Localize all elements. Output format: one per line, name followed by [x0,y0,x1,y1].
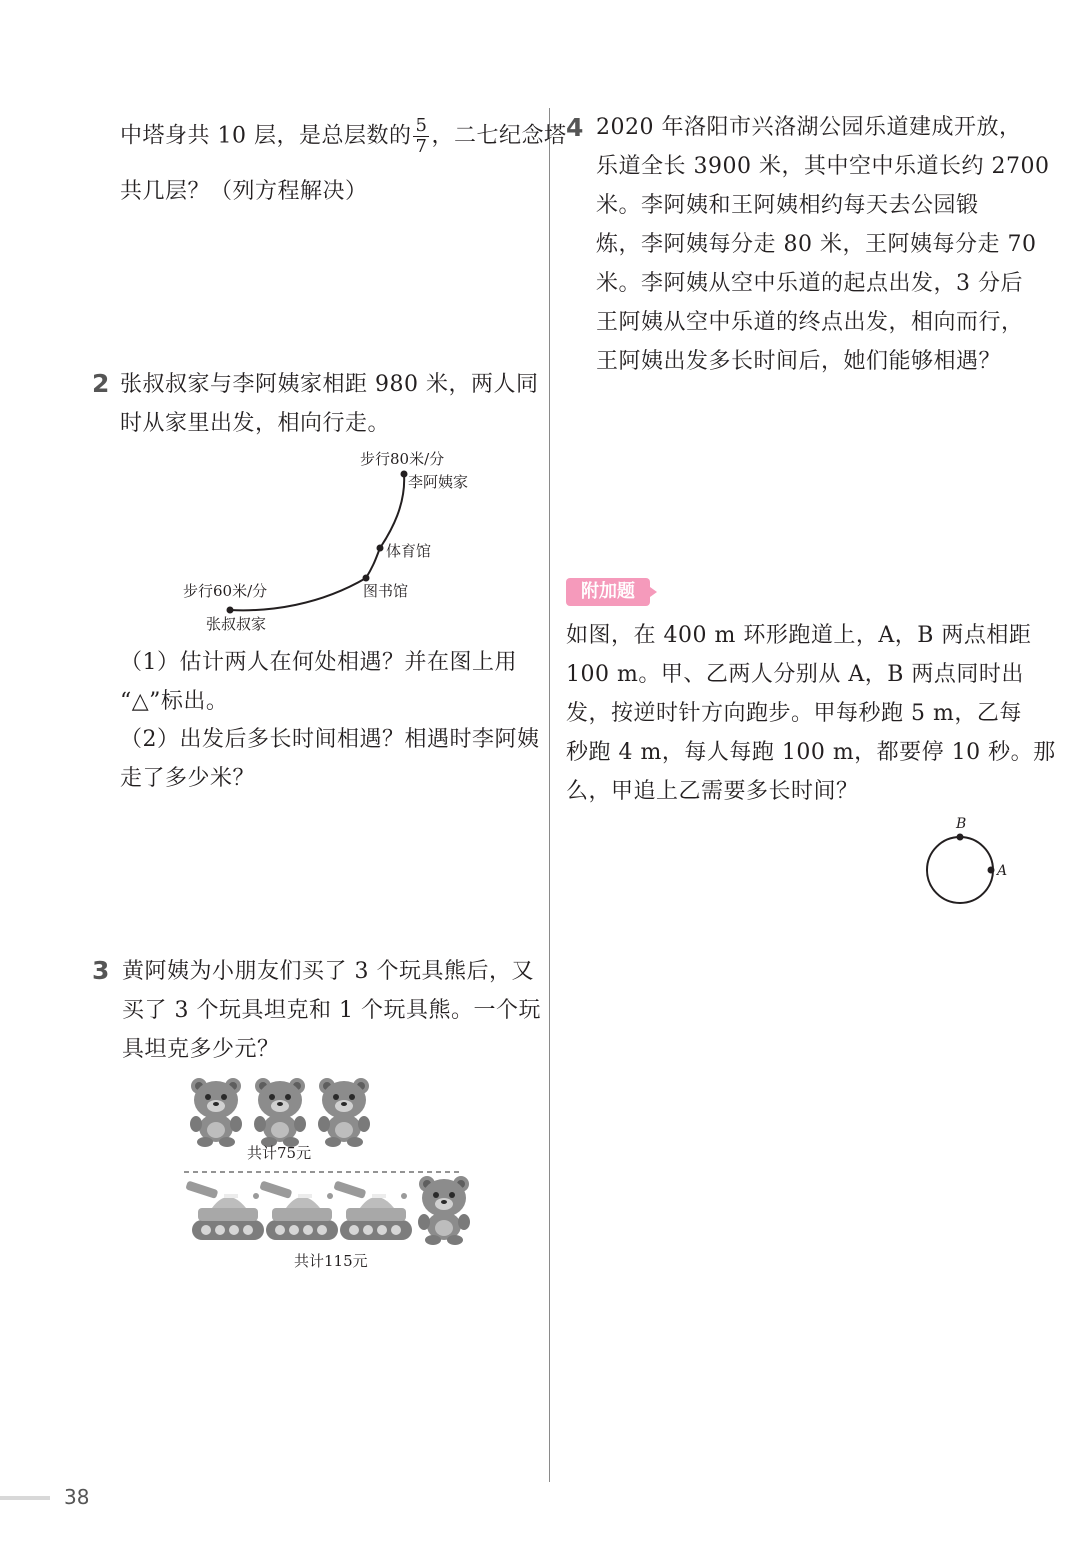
bonus-tag: 附加题 [566,578,650,606]
q2-sub1: （1）估计两人在何处相遇？并在图上用 “△”标出。 [120,650,517,714]
total-75-label: 共计75元 [247,1144,312,1162]
total-115-label: 共计115元 [294,1252,368,1270]
question-number-3: 3 [92,956,110,985]
page-marker-bar [0,1496,50,1500]
page-number: 38 [64,1485,90,1509]
q4-text: 2020 年洛阳市兴洛湖公园乐道建成开放， 乐道全长 3900 米，其中空中乐道长约 2700 米。李阿姨和王阿姨相约每天去公园锻 炼，李阿姨每分走 80 米，王阿姨每分走 70 米。李阿姨从空中乐道的起点出发，3 分后 王阿姨从空中乐道的终点出发，相向而行， 王阿姨出发多长时间后，她们能够相遇？ [596,115,1050,374]
q2-text: 张叔叔家与李阿姨家相距 980 米，两人同 时从家里出发，相向行走。 [120,372,539,436]
q1-line2: 共几层？（列方程解决） [120,179,368,204]
fraction: $\frac{5}{7}$ [415,115,428,157]
track-circle [927,837,993,903]
question-number-2: 2 [92,369,110,398]
speed-top-label: 步行80米/分 [360,450,445,468]
zhang-home-label: 张叔叔家 [206,615,267,633]
bear-toy-icon [318,1078,370,1147]
point-a-dot [988,867,995,874]
speed-left-label: 步行60米/分 [183,582,268,600]
bonus-text: 如图，在 400 m 环形跑道上，A，B 两点相距 100 m。甲、乙两人分别从 A，B 两点同时出 发，按逆时针方向跑步。甲每秒跑 5 m，乙每 秒跑 4 m，每人每跑 100 m，都要停 10 秒。那 么，甲追上乙需要多长时间？ [566,623,1056,804]
circular-track [915,812,1015,912]
zhang-home-dot [227,607,234,614]
point-b-dot [957,834,964,841]
library-dot [363,575,370,582]
bear-toy-icon [190,1078,242,1147]
question-number-4: 4 [566,113,584,142]
q3-text: 黄阿姨为小朋友们买了 3 个玩具熊后，又 买了 3 个玩具坦克和 1 个玩具熊。一个玩 具坦克多少元？ [122,959,541,1062]
tank-toy-icon [185,1181,264,1240]
point-b-label: B [956,816,967,832]
toys-illustration [180,1070,480,1280]
bear-toy-icon [418,1176,470,1245]
gym-label: 体育馆 [386,542,432,560]
q1-line1: 中塔身共 10 层，是总层数的 $\frac{5}{7}$ ，二七纪念塔 [120,115,567,157]
tank-toy-icon [259,1181,338,1240]
point-a-label: A [997,863,1008,879]
gym-dot [377,545,384,552]
route-diagram [170,440,490,640]
q2-sub2: （2）出发后多长时间相遇？相遇时李阿姨 走了多少米？ [120,727,540,791]
li-home-label: 李阿姨家 [408,473,469,491]
column-divider [549,108,550,1482]
tank-toy-icon [333,1181,412,1240]
li-home-dot [401,471,408,478]
bear-toy-icon [254,1078,306,1147]
library-label: 图书馆 [363,582,409,600]
